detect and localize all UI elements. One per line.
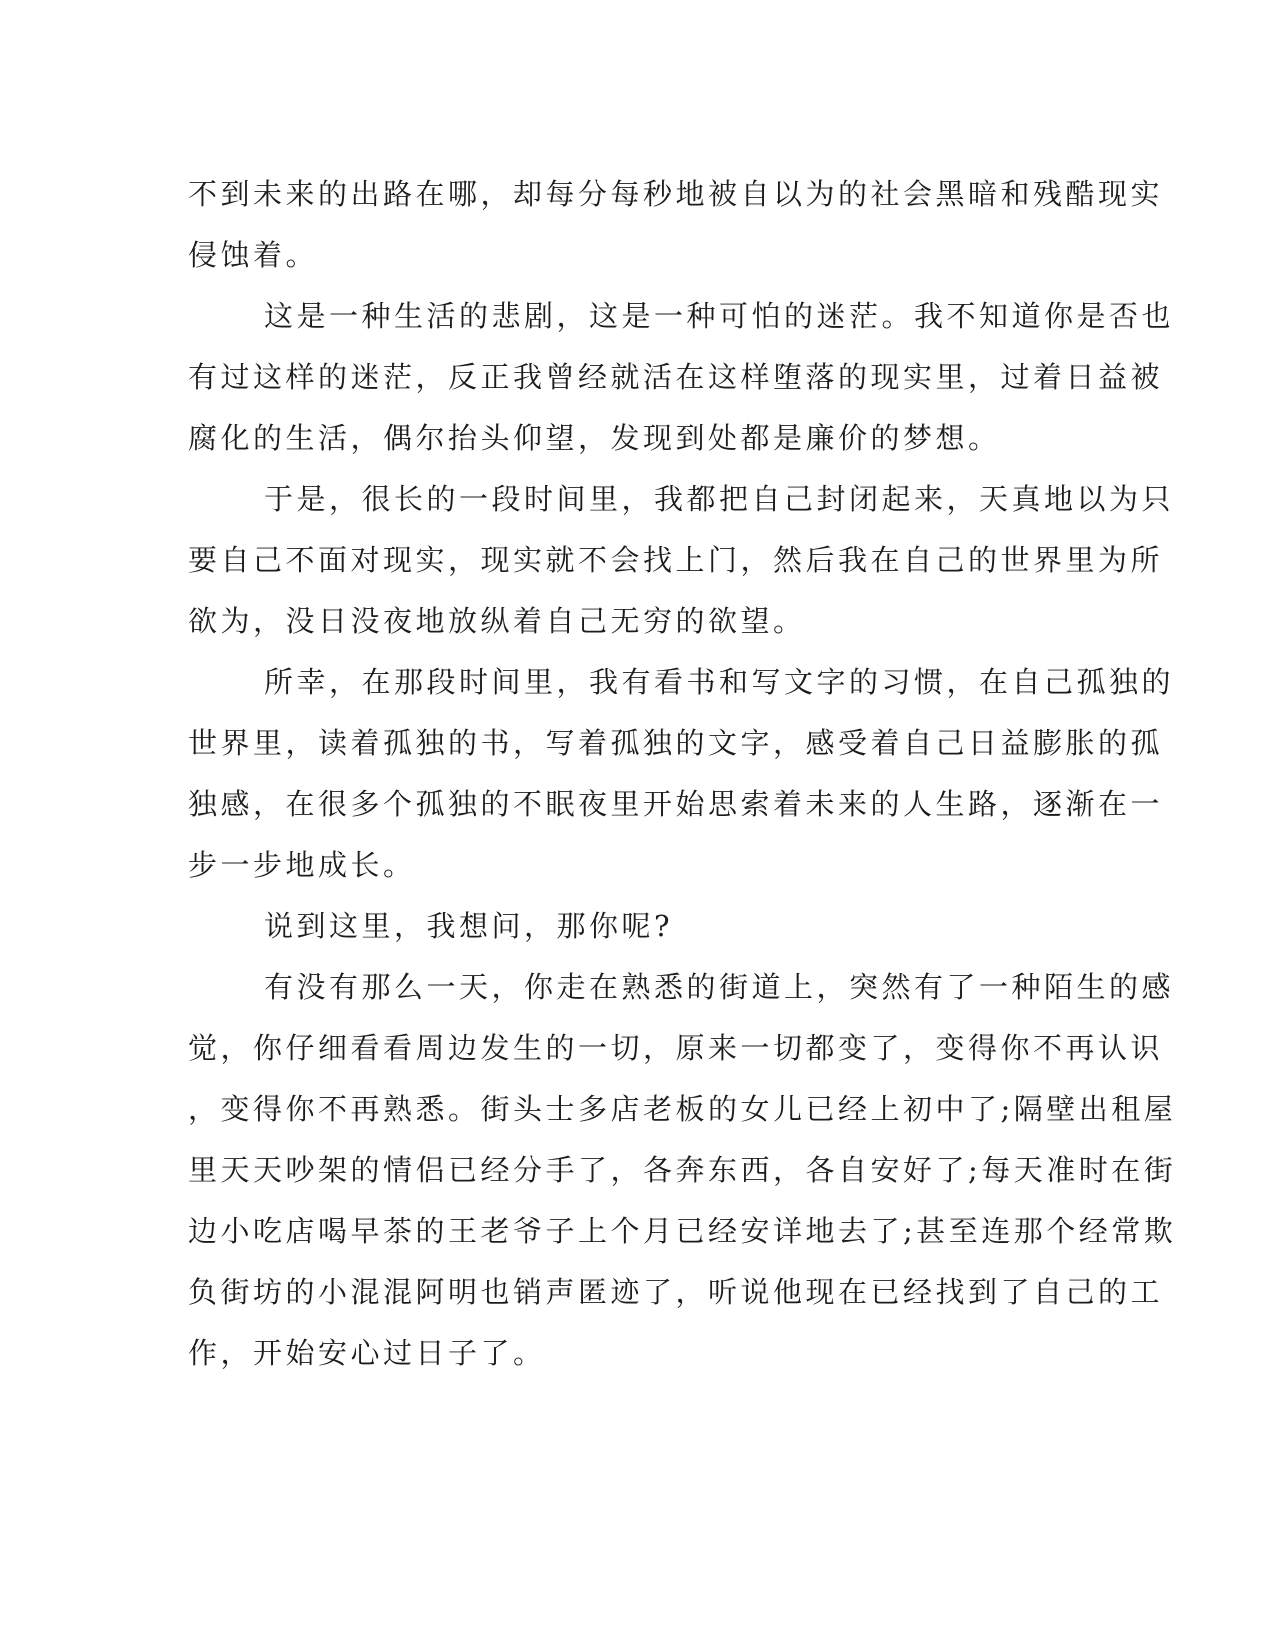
text-line: 负街坊的小混混阿明也销声匿迹了，听说他现在已经找到了自己的工 [188, 1275, 1164, 1309]
text-line: 于是，很长的一段时间里，我都把自己封闭起来，天真地以为只 [264, 482, 1175, 516]
paragraph-1 [188, 164, 1164, 286]
paragraph-4 [188, 652, 1175, 896]
text-line: 所幸，在那段时间里，我有看书和写文字的习惯，在自己孤独的 [264, 665, 1175, 699]
text-line: 欲为，没日没夜地放纵着自己无穷的欲望。 [188, 604, 806, 638]
paragraph-5 [188, 896, 1088, 957]
text-line: 不到未来的出路在哪，却每分每秒地被自以为的社会黑暗和残酷现实 [188, 177, 1164, 211]
text-line: 边小吃店喝早茶的王老爷子上个月已经安详地去了;甚至连那个经常欺 [188, 1214, 1177, 1248]
text-line: 步一步地成长。 [188, 848, 416, 882]
text-line: 说到这里，我想问，那你呢? [264, 909, 674, 943]
text-line: 作，开始安心过日子了。 [188, 1336, 546, 1370]
text-line: 有过这样的迷茫，反正我曾经就活在这样堕落的现实里，过着日益被 [188, 360, 1164, 394]
text-line: ，变得你不再熟悉。街头士多店老板的女儿已经上初中了;隔壁出租屋 [188, 1092, 1177, 1126]
text-line: 这是一种生活的悲剧，这是一种可怕的迷茫。我不知道你是否也 [264, 299, 1175, 333]
text-line: 觉，你仔细看看周边发生的一切，原来一切都变了，变得你不再认识 [188, 1031, 1164, 1065]
text-line: 独感，在很多个孤独的不眠夜里开始思索着未来的人生路，逐渐在一 [188, 787, 1164, 821]
text-line: 里天天吵架的情侣已经分手了，各奔东西，各自安好了;每天准时在街 [188, 1153, 1177, 1187]
paragraph-2 [188, 286, 1175, 469]
text-line: 腐化的生活，偶尔抬头仰望，发现到处都是廉价的梦想。 [188, 421, 1001, 455]
text-line: 侵蚀着。 [188, 238, 319, 272]
text-line: 世界里，读着孤独的书，写着孤独的文字，感受着自己日益膨胀的孤 [188, 726, 1164, 760]
text-line: 要自己不面对现实，现实就不会找上门，然后我在自己的世界里为所 [188, 543, 1164, 577]
paragraph-6 [188, 957, 1177, 1384]
paragraph-3 [188, 469, 1175, 652]
body-text [188, 164, 1177, 1384]
text-line: 有没有那么一天，你走在熟悉的街道上，突然有了一种陌生的感 [264, 970, 1175, 1004]
